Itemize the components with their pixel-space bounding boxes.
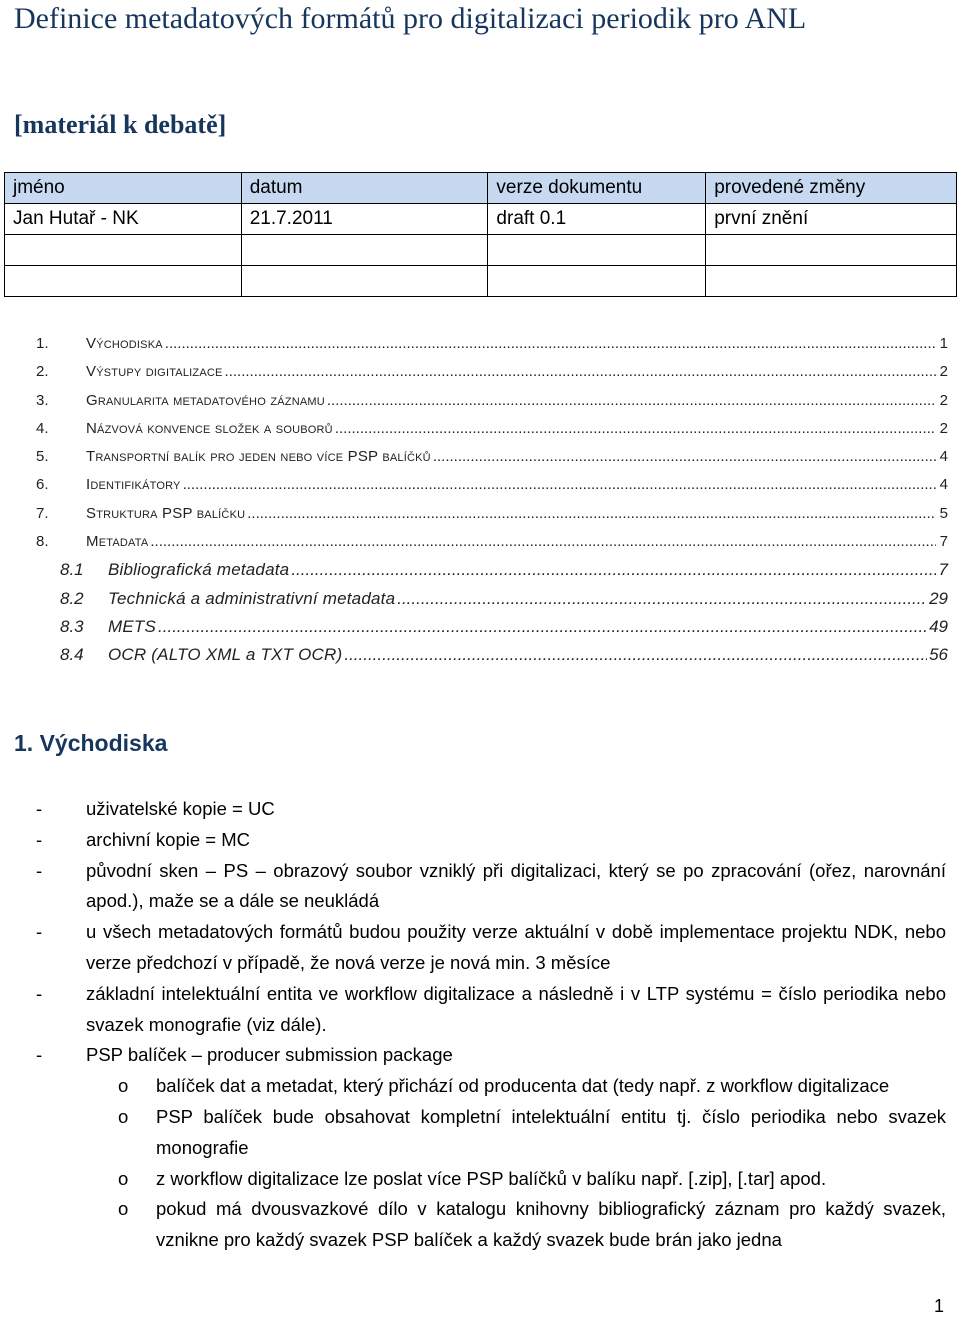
table-header-cell: jméno xyxy=(5,173,242,204)
list-item-text: uživatelské kopie = UC xyxy=(86,798,275,819)
toc-number: 8.2 xyxy=(60,588,84,608)
list-item xyxy=(36,856,946,918)
toc-page: 7 xyxy=(938,560,948,580)
toc-label: Transportní balík pro jeden nebo více PSP balíčků xyxy=(86,448,431,466)
toc-leader xyxy=(150,528,936,556)
list-item xyxy=(36,917,946,979)
table-cell: draft 0.1 xyxy=(488,204,706,235)
table-cell: první znění xyxy=(706,204,957,235)
table-cell xyxy=(241,266,488,297)
table-header-row xyxy=(5,173,957,204)
toc-entry[interactable] xyxy=(36,471,948,499)
table-cell xyxy=(488,266,706,297)
table-header-cell: provedené změny xyxy=(706,173,957,204)
toc-label: Východiska xyxy=(86,335,163,352)
toc-page: 5 xyxy=(939,504,948,522)
toc-leader xyxy=(335,415,936,443)
table-cell xyxy=(488,235,706,266)
bullet-dash: - xyxy=(36,1044,43,1066)
revision-table xyxy=(4,172,957,297)
toc-leader xyxy=(158,613,927,641)
toc-leader xyxy=(433,443,936,471)
bullet-dash: - xyxy=(36,798,43,819)
sub-list-item-text: PSP balíček bude obsahovat kompletní intelektuální entitu tj. číslo periodika nebo svazek monografie xyxy=(156,1105,946,1158)
list-item-text: archivní kopie = MC xyxy=(86,828,250,850)
bullet-dash: - xyxy=(36,982,43,1004)
toc-subentry[interactable] xyxy=(36,556,948,584)
toc-page: 29 xyxy=(929,588,948,608)
toc-subentry[interactable] xyxy=(36,641,948,669)
toc-label: Technická a administrativní metadata xyxy=(108,588,396,608)
sub-list-item xyxy=(36,1102,946,1164)
toc-subentry[interactable] xyxy=(36,585,948,613)
table-row xyxy=(5,204,957,235)
sub-list-item-text: balíček dat a metadat, který přichází od producenta dat (tedy např. z workflow digitalizace xyxy=(156,1075,890,1097)
toc-label: Identifikátory xyxy=(86,476,181,494)
toc-page: 2 xyxy=(939,391,948,409)
toc-leader xyxy=(165,330,936,358)
toc-label: Bibliografická metadata xyxy=(108,560,290,580)
section-heading: 1. Východiska xyxy=(14,730,168,756)
toc-leader xyxy=(225,358,936,386)
toc-entry[interactable] xyxy=(36,443,948,471)
toc-page: 56 xyxy=(929,645,948,665)
bullet-circle: o xyxy=(118,1167,129,1189)
toc-label: Granularita metadatového záznamu xyxy=(86,391,325,409)
toc-page: 2 xyxy=(939,419,948,437)
toc-number: 1. xyxy=(36,335,49,352)
toc-page: 7 xyxy=(939,533,948,551)
toc-leader xyxy=(247,500,936,528)
toc-subentry[interactable] xyxy=(36,613,948,641)
toc-page: 4 xyxy=(939,448,948,466)
sub-list-item xyxy=(36,1194,946,1256)
toc-leader xyxy=(344,641,927,669)
bullet-dash: - xyxy=(36,828,43,850)
toc-entry[interactable] xyxy=(36,387,948,415)
toc-number: 3. xyxy=(36,391,49,409)
list-item xyxy=(36,1040,946,1071)
toc-label: Výstupy digitalizace xyxy=(86,363,223,381)
table-cell xyxy=(241,235,488,266)
table-cell xyxy=(706,266,957,297)
bullet-circle: o xyxy=(118,1198,129,1220)
list-item xyxy=(36,794,946,825)
sub-list-item xyxy=(36,1071,946,1102)
page-number: 1 xyxy=(933,1296,944,1316)
section-body xyxy=(36,794,946,1256)
toc-label: Struktura PSP balíčku xyxy=(86,504,246,522)
toc-label: OCR (ALTO XML a TXT OCR) xyxy=(108,645,343,665)
toc-number: 2. xyxy=(36,363,49,381)
document-title: Definice metadatových formátů pro digitalizaci periodik pro ANL xyxy=(14,2,807,35)
toc-leader xyxy=(291,556,936,584)
bullet-dash: - xyxy=(36,921,43,943)
toc-number: 4. xyxy=(36,419,49,437)
list-item-text: původní sken – PS – obrazový soubor vzniklý při digitalizaci, který se po zpracování (ořez, narovnání apod.), maže se a dále se neukládá xyxy=(86,859,946,912)
toc-entry[interactable] xyxy=(36,500,948,528)
toc-entry[interactable] xyxy=(36,358,948,386)
bullet-dash: - xyxy=(36,859,43,881)
toc-label: METS xyxy=(108,616,157,636)
toc-entry[interactable] xyxy=(36,528,948,556)
toc-number: 5. xyxy=(36,448,49,466)
table-row-empty xyxy=(5,235,957,266)
table-cell xyxy=(5,266,242,297)
toc-page: 1 xyxy=(939,335,948,352)
list-item-text: u všech metadatových formátů budou použity verze aktuální v době implementace projektu NDK, nebo verze předchozí v případě, že nová verze je nová min. 3 měsíce xyxy=(86,921,946,973)
toc-leader xyxy=(327,387,936,415)
list-item xyxy=(36,979,946,1041)
toc-leader xyxy=(397,585,927,613)
list-item-text: základní intelektuální entita ve workflow digitalizace a následně i v LTP systému = číslo periodika nebo svazek monografie (viz dále). xyxy=(86,982,946,1035)
list-item xyxy=(36,825,946,856)
toc-number: 8. xyxy=(36,533,49,551)
toc-entry[interactable] xyxy=(36,415,948,443)
sub-list-item-text: z workflow digitalizace lze poslat více PSP balíčků v balíku např. [.zip], [.tar] apod. xyxy=(156,1167,827,1189)
toc-leader xyxy=(183,471,936,499)
toc-page: 49 xyxy=(929,616,948,636)
toc-label: Metadata xyxy=(86,533,149,551)
toc-page: 2 xyxy=(939,363,948,381)
toc-number: 8.4 xyxy=(60,645,84,665)
list-item-text: PSP balíček – producer submission package xyxy=(86,1044,453,1066)
bullet-circle: o xyxy=(118,1075,129,1097)
table-cell: Jan Hutař - NK xyxy=(5,204,242,235)
toc-number: 7. xyxy=(36,504,49,522)
toc-label: Názvová konvence složek a souborů xyxy=(86,419,333,437)
toc-number: 8.3 xyxy=(60,616,84,636)
sub-list-item xyxy=(36,1164,946,1195)
table-cell xyxy=(5,235,242,266)
toc-page: 4 xyxy=(939,476,948,494)
table-of-contents xyxy=(36,330,948,670)
document-subtitle: [materiál k debatě] xyxy=(14,110,227,139)
table-cell: 21.7.2011 xyxy=(241,204,488,235)
toc-number: 6. xyxy=(36,476,49,494)
bullet-circle: o xyxy=(118,1105,129,1127)
toc-entry[interactable] xyxy=(36,330,948,358)
toc-number: 8.1 xyxy=(60,560,84,580)
table-header-cell: datum xyxy=(241,173,488,204)
table-cell xyxy=(706,235,957,266)
table-header-cell: verze dokumentu xyxy=(488,173,706,204)
table-row-empty xyxy=(5,266,957,297)
sub-list-item-text: pokud má dvousvazkové dílo v katalogu knihovny bibliografický záznam pro každý svazek, vznikne pro každý svazek PSP balíček a každý svazek bude brán jako jedna xyxy=(156,1198,946,1251)
